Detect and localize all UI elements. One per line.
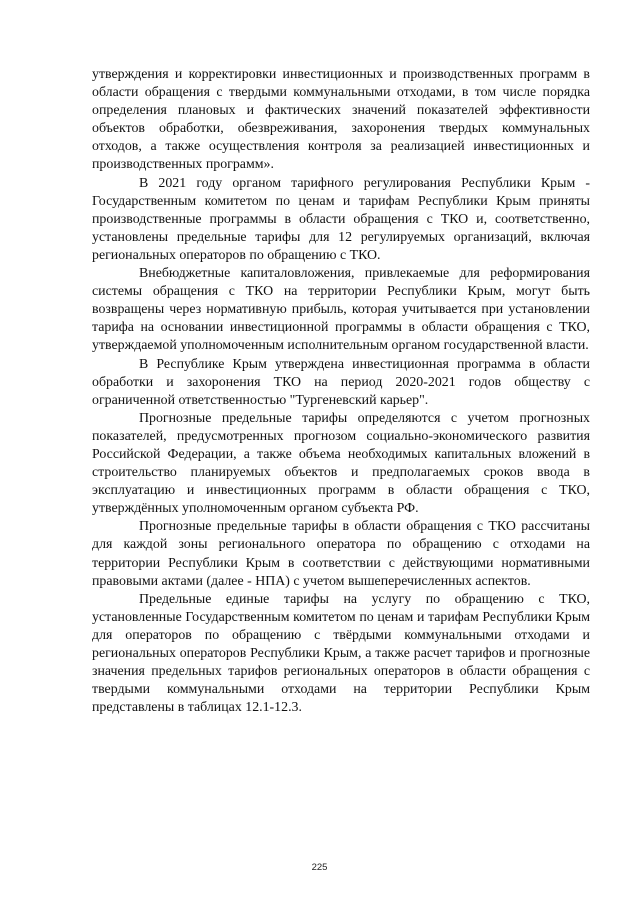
paragraph-continuation: утверждения и корректировки инвестиционных и производственных программ в области обращения с твердыми коммунальными отходами, в том числе порядка определения плановых и фактических значений показателей эффективности объектов обработки, обезвреживания, захоронения твердых коммунальных отходов, а также осуществления контроля за реализацией инвестиционных и производственных программ». <box>92 67 590 173</box>
paragraph: Предельные единые тарифы на услугу по обращению с ТКО, установленные Государственным комитетом по ценам и тарифам Республики Крым для операторов по обращению с твёрдыми коммунальными отходами и региональных операторов Республики Крым, а также расчет тарифов и прогнозные значения предельных тарифов региональных операторов в области обращения с твердыми коммунальными отходами на территории Республики Крым представлены в таблицах 12.1-12.3. <box>92 591 590 716</box>
paragraph: В Республике Крым утверждена инвестиционная программа в области обработки и захоронения ТКО на период 2020-2021 годов обществу с ограниченной ответственностью "Тургеневский карьер". <box>92 356 590 408</box>
paragraph: Внебюджетные капиталовложения, привлекаемые для реформирования системы обращения с ТКО на территории Республики Крым, могут быть возвращены через нормативную прибыль, которая учитывается при установлении тарифа на основании инвестиционной программы в области обращения с ТКО, утверждаемой уполномоченным исполнительным органом государственной власти. <box>92 266 590 354</box>
paragraph: Прогнозные предельные тарифы в области обращения с ТКО рассчитаны для каждой зоны регионального оператора по обращению с отходами на территории Республики Крым в соответствии с действующими нормативными правовыми актами (далее - НПА) с учетом вышеперечисленных аспектов. <box>92 519 590 589</box>
paragraph: Прогнозные предельные тарифы определяются с учетом прогнозных показателей, предусмотренных прогнозом социально-экономического развития Российской Федерации, а также объема необходимых капитальных вложений в строительство планируемых объектов и предполагаемых сроков ввода в эксплуатацию и инвестиционных программ в области обращения с ТКО, утверждённых уполномоченным органом субъекта РФ. <box>92 410 590 517</box>
page-number: 225 <box>311 862 328 873</box>
paragraph: В 2021 году органом тарифного регулирования Республики Крым - Государственным комитетом по ценам и тарифам Республики Крым приняты производственные программы в области обращения с ТКО и, соответственно, установлены предельные тарифы для 12 регулируемых организаций, включая региональных операторов по обращению с ТКО. <box>92 175 590 263</box>
body-text <box>92 66 590 717</box>
